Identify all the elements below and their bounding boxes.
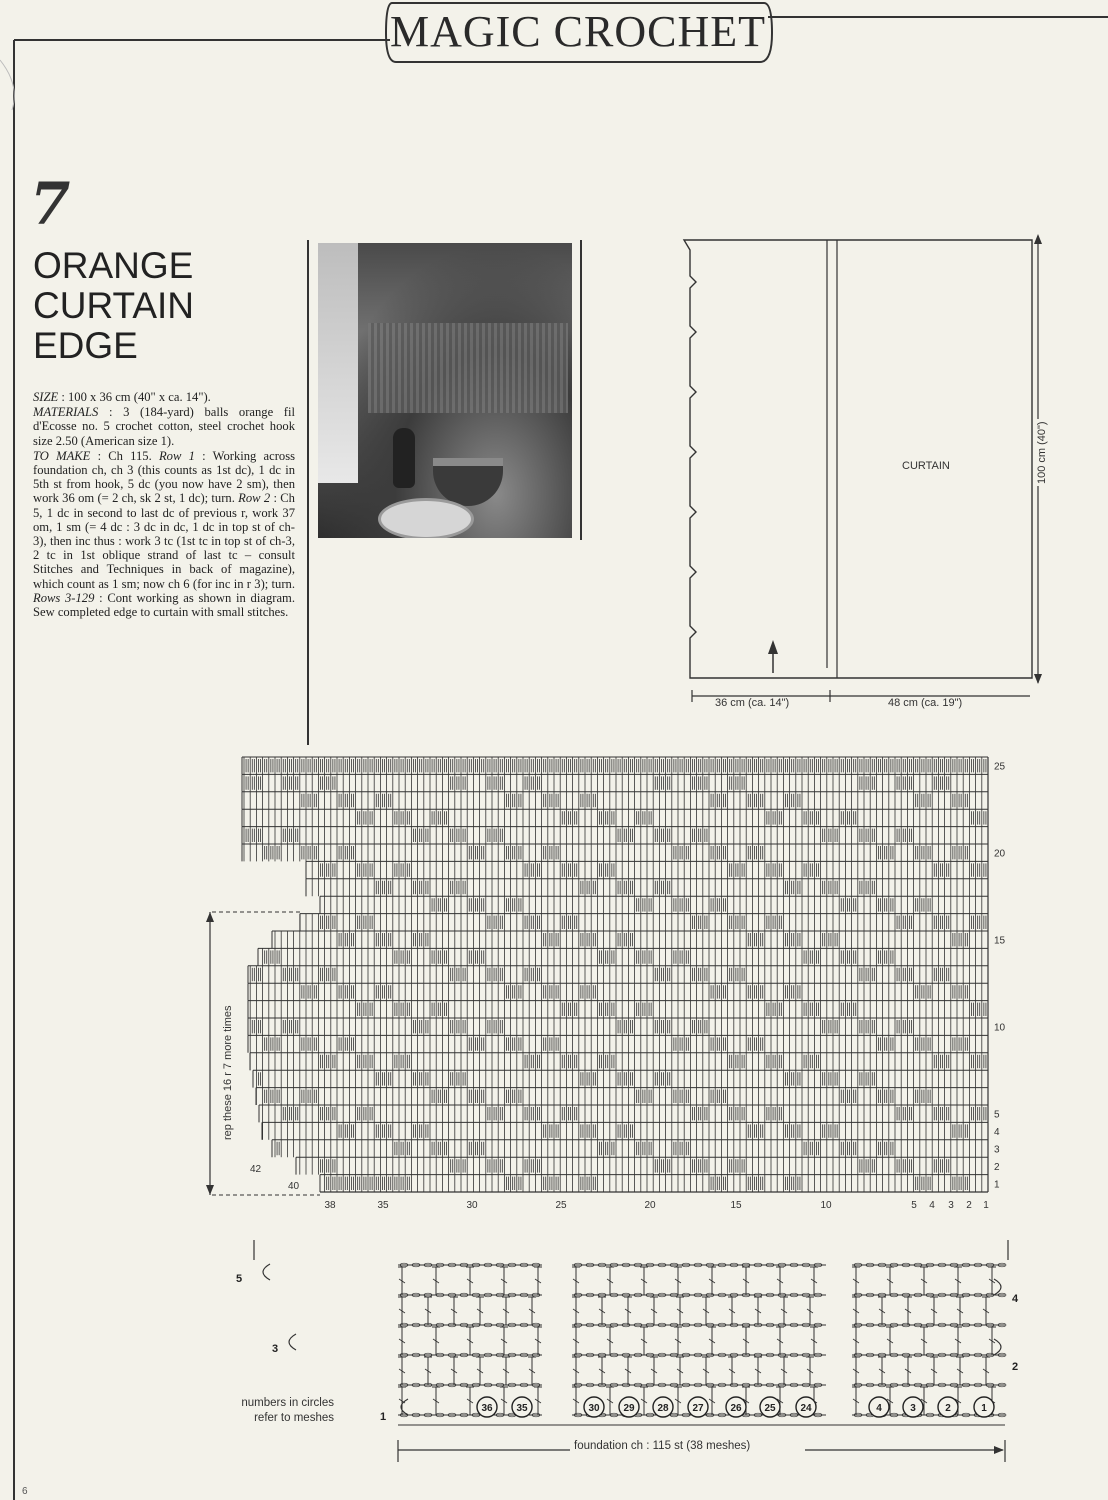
column-label: 20 <box>644 1200 656 1211</box>
column-label: 15 <box>730 1200 742 1211</box>
materials-label: MATERIALS <box>33 405 99 420</box>
column-label: 1 <box>983 1200 989 1211</box>
row-label: 15 <box>994 935 1006 947</box>
row-label: 10 <box>994 1022 1006 1034</box>
row-label: 25 <box>994 761 1006 773</box>
column-label: 4 <box>929 1200 935 1211</box>
materials-text: : 3 (184-yard) balls orange fil d'Ecosse no. 5 crochet cotton, steel crochet hook size 2.50 (American size 1). <box>33 405 295 448</box>
to-make-label: TO MAKE <box>33 448 91 463</box>
row1-text: : Working across foundation ch, ch 3 (this counts as 1st dc), 1 dc in 5th st from hook, 5 dc (you now have 2 sm), then work 36 om (= 2 ch, sk 2 st, 1 dc); turn. <box>33 448 296 506</box>
pattern-number: 7 <box>30 170 71 238</box>
row-label: 5 <box>994 1109 1000 1121</box>
title-line: CURTAIN <box>33 285 195 326</box>
edge-width-label: 36 cm (ca. 14") <box>712 697 792 709</box>
row-label: 20 <box>994 848 1006 860</box>
rows-label: Rows 3-129 <box>33 590 95 605</box>
to-make-text: : Ch 115. <box>97 448 159 463</box>
column-label: 35 <box>377 1200 389 1211</box>
rows-text: : Cont working as shown in diagram. Sew completed edge to curtain with small stitches. <box>33 590 295 620</box>
column-label: 30 <box>466 1200 478 1211</box>
curtain-width-label: 48 cm (ca. 19") <box>885 697 965 709</box>
size-label: SIZE <box>33 390 59 404</box>
column-label: 25 <box>555 1200 567 1211</box>
side-label: 40 <box>288 1181 300 1192</box>
magazine-masthead: MAGIC CROCHET <box>389 6 767 56</box>
column-label: 10 <box>820 1200 832 1211</box>
title-line: EDGE <box>33 325 138 366</box>
height-label: 100 cm (40") <box>1036 421 1048 484</box>
row-label: 2 <box>994 1161 1000 1173</box>
column-label: 38 <box>324 1200 336 1211</box>
column-label: 5 <box>911 1200 917 1211</box>
row2-text: : Ch 5, 1 dc in second to last dc of previous r, work 37 om, 1 sm (= 4 dc : 3 dc in dc, 1 dc in top st of ch-3), then inc thus : work 3 tc (1st tc in top st of ch-3, 2 tc in 1st oblique strand of last tc – consult Stitches and Techniques in back of magazine), which count as 1 sm; now ch 6 (for inc in r 3); turn. <box>33 491 295 591</box>
curtain-label: CURTAIN <box>902 460 950 472</box>
row-label: 1 <box>994 1179 1000 1191</box>
size-text: : 100 x 36 cm (40" x ca. 14"). <box>61 390 211 404</box>
row1-label: Row 1 <box>158 448 195 463</box>
row-label: 3 <box>994 1144 1000 1156</box>
row2-label: Row 2 <box>238 491 271 506</box>
repeat-note: rep these 16 r 7 more times <box>222 1005 234 1140</box>
row-label: 4 <box>994 1127 1000 1139</box>
column-label: 2 <box>966 1200 972 1211</box>
side-label: 42 <box>250 1164 262 1175</box>
title-line: ORANGE <box>33 245 194 286</box>
column-label: 3 <box>948 1200 954 1211</box>
